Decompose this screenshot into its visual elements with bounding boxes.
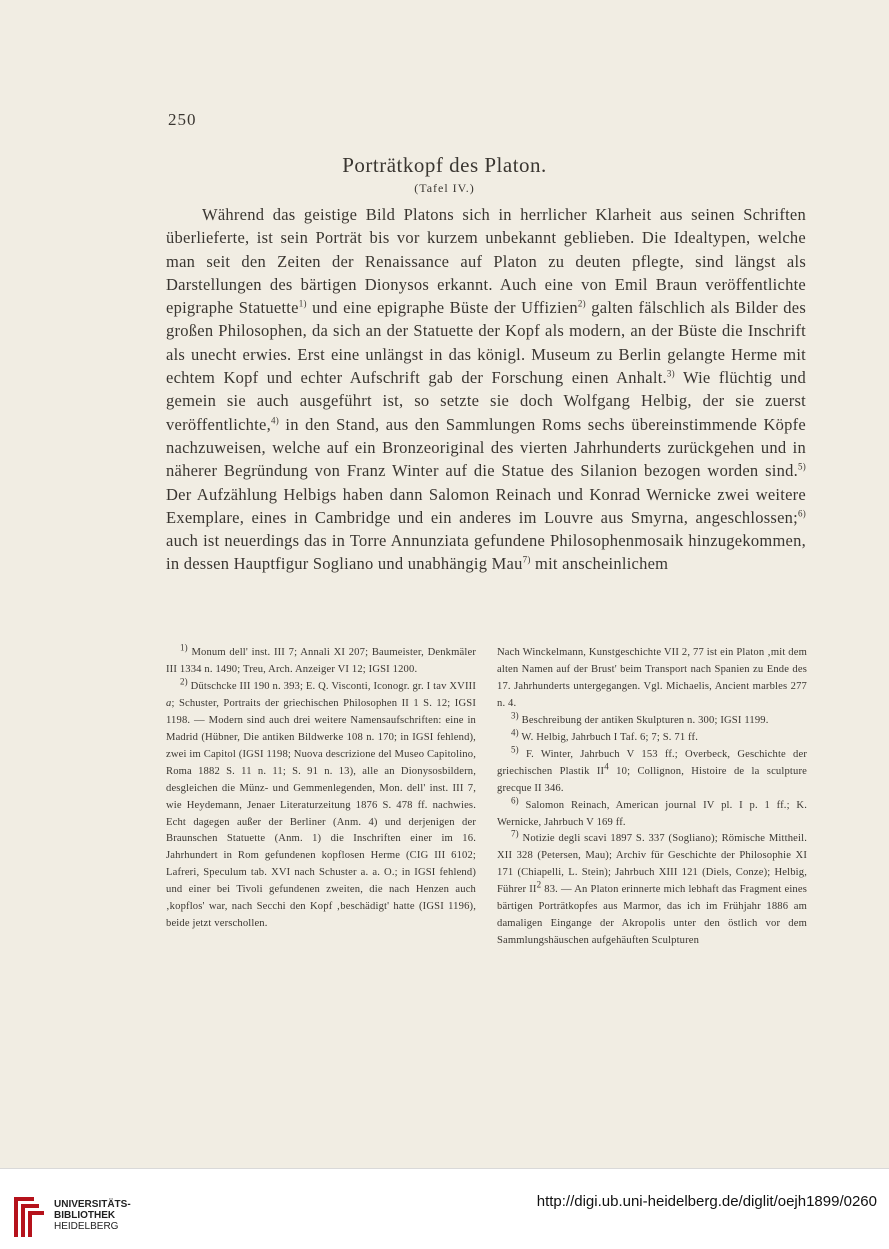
footnote-2 bbox=[166, 676, 476, 933]
footnote-mark: 7) bbox=[511, 828, 519, 839]
footnote-ref: 7) bbox=[522, 554, 531, 565]
footnote-ref: 2) bbox=[577, 298, 586, 309]
footnote-text: W. Helbig, Jahrbuch I Taf. 6; 7; S. 71 ff. bbox=[518, 731, 699, 743]
footnote-1 bbox=[166, 642, 476, 679]
text-run: Wie flüchtig und gemein sie auch ausgeführt ist, so setzte sie doch Wolfgang Helbig, der sie zuerst veröffentlichte, bbox=[166, 368, 806, 434]
footnote-7 bbox=[497, 828, 807, 950]
edition-superscript: 4 bbox=[604, 761, 609, 772]
footnote-mark: 2) bbox=[180, 676, 188, 687]
text-run: Der Aufzählung Helbigs haben dann Salomon Reinach und Konrad Wernicke zwei weitere Exemplare, eines in Cambridge und ein anderes im Louvre aus Smyrna, angeschlossen; bbox=[166, 484, 806, 527]
edition-superscript: 2 bbox=[536, 879, 542, 890]
footnote-text: ; Schuster, Portraits der griechischen Philosophen II 1 S. 12; IGSI 1198. — Modern sind auch drei weitere Namensaufschriften: eine in Madrid (Hübner, Die antiken Bildwerke 108 n. 170; in IGSI fehlend), zwei im Capitol (IGSI 1198; Nuova descrizione del Museo Capitolino, Roma 1882 S. 11 n. 11; S. 91 n. 13), alle an Dionysosbildern, desgleichen die Münz- und Gemmenlegenden, Mon. dell' inst. III 7, wie Heydemann, Jenaer Literaturzeitung 1876 S. 478 ff. nachwies. Echt dagegen außer der Berliner (Anm. 4) und derjenigen der Braunschen Statuette (Anm. 1) die Inschriften einer im 16. Jahrhundert in Rom gefundenen kopflosen Herme (CIG III 6102; Lafreri, Speculum tab. XVI nach Schuster a. a. O.; in IGSI fehlend) und einer bei Tivoli gefundenen zweiten, die nach Henzen auch ‚kopflos' war, nach Secchi den Kopf ‚beschädigt' hatte (IGSI 1196), beide jetzt verschollen. bbox=[166, 697, 476, 930]
footnote-text: F. Winter, Jahrbuch V 153 ff.; Overbeck, Geschichte der griechischen Plastik II bbox=[497, 748, 807, 777]
article-title: Porträtkopf des Platon. bbox=[342, 153, 547, 177]
footnote-3 bbox=[497, 710, 807, 730]
text-run: und eine epigraphe Büste der Uffizien bbox=[306, 298, 578, 318]
main-paragraph bbox=[166, 203, 806, 576]
footnote-ref: 6) bbox=[798, 508, 806, 519]
footnote-text: Notizie degli scavi 1897 S. 337 (Sogliano); Römische Mittheil. XII 328 (Petersen, Mau); Archiv für Geschichte der Philosophie XI 171 (Chiapelli, L. Stein); Jahrbuch XIII 121 (Diels, Conze); Helbig, Führer II bbox=[497, 833, 807, 896]
text-run: in den Stand, aus den Sammlungen Roms sechs übereinstimmende Köpfe nachzuweisen, welche auf ein Bronzeoriginal des vierten Jahrhunderts zurückgehen und in näherer Begründung von Franz Winter auf die Statue des Silanion bezogen worden sind. bbox=[166, 414, 806, 481]
library-name-line: BIBLIOTHEK bbox=[54, 1210, 116, 1221]
footnotes-right-column bbox=[497, 645, 807, 950]
library-name-line: UNIVERSITÄTS- bbox=[54, 1199, 131, 1210]
footnote-italic: a bbox=[166, 697, 172, 709]
footnote-ref: 1) bbox=[298, 298, 307, 309]
plate-reference: (Tafel IV.) bbox=[414, 181, 475, 195]
footnote-text: Nach Winckelmann, Kunstgeschichte VII 2, 77 ist ein Platon ‚mit dem alten Namen auf der Brust' beim Transport nach Spanien zu Ende des 17. Jahrhunderts untergegangen. Vgl. Michaelis, Ancient marbles 277 n. 4. bbox=[497, 647, 807, 709]
library-name-line: HEIDELBERG bbox=[54, 1221, 119, 1232]
library-logo-icon[interactable] bbox=[8, 1193, 48, 1241]
text-run: mit anscheinlichem bbox=[530, 554, 669, 574]
footnote-5 bbox=[497, 744, 807, 798]
library-name[interactable] bbox=[54, 1199, 131, 1232]
footnote-text: 10; Collignon, Histoire de la sculpture grecque II 346. bbox=[497, 765, 807, 794]
text-run: Während das geistige Bild Platons sich in herrlicher Klarheit aus seinen Schriften überlieferte, ist sein Porträt bis vor kurzem unbekannt geblieben. Die Idealtypen, welche man seit den Zeiten der Renaissance auf Platon zu deuten pflegte, sind längst als Darstellungen des bärtigen Dionysos erkannt. Auch eine von Emil Braun veröffentlichte epigraphe Statuette bbox=[166, 205, 806, 318]
footnote-mark: 6) bbox=[511, 795, 519, 806]
footnote-mark: 4) bbox=[511, 727, 519, 738]
footnote-mark: 1) bbox=[180, 642, 188, 653]
footnote-text: Monum dell' inst. III 7; Annali XI 207; Baumeister, Denkmäler III 1334 n. 1490; Treu, Arch. Anzeiger VI 12; IGSI 1200. bbox=[166, 647, 476, 675]
library-footer bbox=[0, 1168, 889, 1249]
footnotes-left-column bbox=[166, 642, 476, 933]
footnote-mark: 5) bbox=[511, 744, 519, 755]
footnote-ref: 4) bbox=[270, 415, 279, 426]
footnote-ref: 5) bbox=[798, 461, 806, 472]
footnote-6 bbox=[497, 795, 807, 832]
page-number: 250 bbox=[168, 110, 197, 129]
permalink-url[interactable]: http://digi.ub.uni-heidelberg.de/diglit/oejh1899/0260 bbox=[536, 1193, 877, 1210]
main-text bbox=[166, 203, 806, 576]
footnote-text: Dütschcke III 190 n. 393; E. Q. Visconti, Iconogr. gr. I tav XVIII bbox=[187, 680, 476, 692]
footnote-4 bbox=[497, 727, 807, 747]
footnote-text: Beschreibung der antiken Skulpturen n. 300; IGSI 1199. bbox=[518, 714, 769, 726]
footnote-text: 83. — An Platon erinnerte mich lebhaft das Fragment eines bärtigen Porträtkopfes aus Marmor, das ich im Frühjahr 1886 am damaligen Eingange der Akropolis unter den östlich vor dem Sammlungshäuschen aufgehäuften Sculpturen bbox=[497, 884, 807, 947]
footnote-2-continued bbox=[497, 645, 807, 713]
text-run: galten fälschlich als Bilder des großen Philosophen, da sich an der Statuette der Kopf als modern, an der Büste die Inschrift als unecht erwies. Erst eine unlängst in das königl. Museum zu Berlin gelangte Herme mit echtem Kopf und echter Aufschrift gab der Forschung einen Anhalt. bbox=[166, 298, 806, 388]
text-run: auch ist neuerdings das in Torre Annunziata gefundene Philosophenmosaik hinzugekommen, in dessen Hauptfigur Sogliano und unabhängig Mau bbox=[166, 531, 806, 574]
footnote-mark: 3) bbox=[511, 710, 519, 721]
footnote-ref: 3) bbox=[666, 368, 675, 379]
footnote-text: Salomon Reinach, American journal IV pl. I p. 1 ff.; K. Wernicke, Jahrbuch V 169 ff. bbox=[497, 799, 807, 828]
